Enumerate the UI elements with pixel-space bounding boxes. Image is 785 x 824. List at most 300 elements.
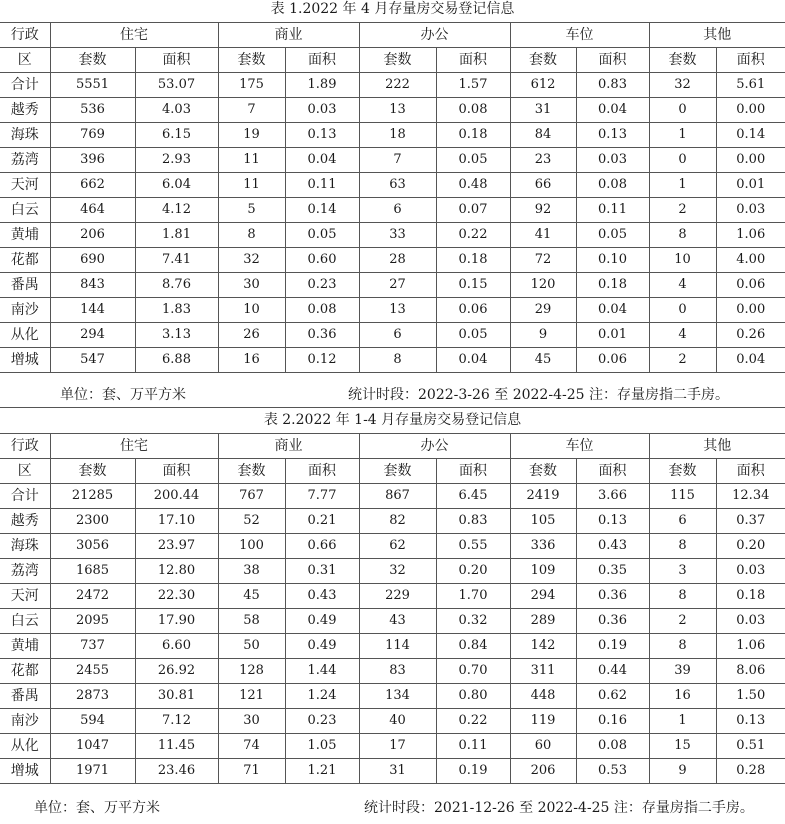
count-cell: 115 xyxy=(649,484,716,509)
district-name: 从化 xyxy=(0,323,50,348)
count-cell: 10 xyxy=(218,298,285,323)
count-cell: 175 xyxy=(218,73,285,98)
count-cell: 10 xyxy=(649,248,716,273)
table-row xyxy=(0,248,785,273)
count-cell: 23 xyxy=(510,148,576,173)
table-row xyxy=(0,323,785,348)
area-cell: 0.03 xyxy=(716,198,785,223)
count-cell: 50 xyxy=(218,634,285,659)
area-cell: 0.01 xyxy=(716,173,785,198)
count-cell: 58 xyxy=(218,609,285,634)
subheader-count: 套数 xyxy=(649,459,716,484)
area-cell: 8.76 xyxy=(135,273,218,298)
area-cell: 1.05 xyxy=(285,734,359,759)
area-cell: 0.15 xyxy=(436,273,510,298)
area-cell: 0.11 xyxy=(436,734,510,759)
count-cell: 206 xyxy=(510,759,576,784)
count-cell: 18 xyxy=(359,123,436,148)
area-cell: 0.06 xyxy=(576,348,649,373)
count-cell: 1685 xyxy=(50,559,135,584)
area-cell: 0.05 xyxy=(285,223,359,248)
area-cell: 0.36 xyxy=(285,323,359,348)
subheader-area: 面积 xyxy=(285,459,359,484)
area-cell: 0.19 xyxy=(576,634,649,659)
count-cell: 448 xyxy=(510,684,576,709)
count-cell: 26 xyxy=(218,323,285,348)
group-header-office: 办公 xyxy=(359,23,510,48)
area-cell: 0.70 xyxy=(436,659,510,684)
area-cell: 0.11 xyxy=(285,173,359,198)
table-row xyxy=(0,634,785,659)
count-cell: 92 xyxy=(510,198,576,223)
area-cell: 0.06 xyxy=(436,298,510,323)
area-cell: 0.16 xyxy=(576,709,649,734)
count-cell: 767 xyxy=(218,484,285,509)
count-cell: 1 xyxy=(649,123,716,148)
area-cell: 11.45 xyxy=(135,734,218,759)
district-name: 花都 xyxy=(0,659,50,684)
subheader-count: 套数 xyxy=(510,459,576,484)
area-cell: 0.00 xyxy=(716,148,785,173)
area-cell: 0.03 xyxy=(716,609,785,634)
count-cell: 289 xyxy=(510,609,576,634)
district-name: 黄埔 xyxy=(0,634,50,659)
count-cell: 84 xyxy=(510,123,576,148)
area-cell: 0.03 xyxy=(576,148,649,173)
area-cell: 0.05 xyxy=(436,148,510,173)
area-cell: 0.49 xyxy=(285,609,359,634)
area-cell: 17.90 xyxy=(135,609,218,634)
district-name: 天河 xyxy=(0,173,50,198)
area-cell: 1.06 xyxy=(716,634,785,659)
area-cell: 0.66 xyxy=(285,534,359,559)
area-cell: 0.08 xyxy=(576,734,649,759)
area-cell: 0.36 xyxy=(576,609,649,634)
table-row xyxy=(0,559,785,584)
area-cell: 0.13 xyxy=(716,709,785,734)
count-cell: 3056 xyxy=(50,534,135,559)
area-cell: 0.13 xyxy=(576,123,649,148)
count-cell: 1047 xyxy=(50,734,135,759)
count-cell: 29 xyxy=(510,298,576,323)
count-cell: 114 xyxy=(359,634,436,659)
count-cell: 134 xyxy=(359,684,436,709)
area-cell: 0.08 xyxy=(285,298,359,323)
area-cell: 5.61 xyxy=(716,73,785,98)
district-name: 越秀 xyxy=(0,98,50,123)
group-header-commercial: 商业 xyxy=(218,434,359,459)
area-cell: 3.13 xyxy=(135,323,218,348)
group-header-commercial: 商业 xyxy=(218,23,359,48)
area-cell: 0.48 xyxy=(436,173,510,198)
area-cell: 1.44 xyxy=(285,659,359,684)
district-name: 番禺 xyxy=(0,273,50,298)
count-cell: 294 xyxy=(510,584,576,609)
count-cell: 30 xyxy=(218,709,285,734)
area-cell: 0.36 xyxy=(576,584,649,609)
area-cell: 22.30 xyxy=(135,584,218,609)
area-cell: 6.88 xyxy=(135,348,218,373)
area-cell: 6.60 xyxy=(135,634,218,659)
count-cell: 43 xyxy=(359,609,436,634)
count-cell: 0 xyxy=(649,98,716,123)
area-cell: 0.55 xyxy=(436,534,510,559)
subheader-count: 套数 xyxy=(649,48,716,73)
count-cell: 0 xyxy=(649,298,716,323)
table-row xyxy=(0,148,785,173)
table-row xyxy=(0,659,785,684)
area-cell: 0.14 xyxy=(285,198,359,223)
table-row xyxy=(0,734,785,759)
count-cell: 206 xyxy=(50,223,135,248)
count-cell: 867 xyxy=(359,484,436,509)
count-cell: 4 xyxy=(649,323,716,348)
count-cell: 52 xyxy=(218,509,285,534)
count-cell: 5 xyxy=(218,198,285,223)
count-cell: 45 xyxy=(218,584,285,609)
count-cell: 32 xyxy=(649,73,716,98)
count-cell: 142 xyxy=(510,634,576,659)
count-cell: 396 xyxy=(50,148,135,173)
district-header-bottom: 区 xyxy=(0,48,50,73)
group-header-other: 其他 xyxy=(649,23,785,48)
area-cell: 0.04 xyxy=(576,298,649,323)
group-header-residential: 住宅 xyxy=(50,434,218,459)
area-cell: 53.07 xyxy=(135,73,218,98)
area-cell: 0.60 xyxy=(285,248,359,273)
area-cell: 0.11 xyxy=(576,198,649,223)
table-row xyxy=(0,98,785,123)
area-cell: 0.18 xyxy=(716,584,785,609)
count-cell: 311 xyxy=(510,659,576,684)
subheader-area: 面积 xyxy=(135,48,218,73)
group-header-parking: 车位 xyxy=(510,23,649,48)
count-cell: 1 xyxy=(649,173,716,198)
area-cell: 2.93 xyxy=(135,148,218,173)
area-cell: 12.34 xyxy=(716,484,785,509)
area-cell: 30.81 xyxy=(135,684,218,709)
count-cell: 8 xyxy=(649,584,716,609)
area-cell: 0.22 xyxy=(436,709,510,734)
area-cell: 0.35 xyxy=(576,559,649,584)
area-cell: 0.12 xyxy=(285,348,359,373)
district-name: 增城 xyxy=(0,759,50,784)
subheader-count: 套数 xyxy=(50,48,135,73)
area-cell: 0.49 xyxy=(285,634,359,659)
subheader-count: 套数 xyxy=(218,459,285,484)
district-header-top: 行政 xyxy=(0,434,50,459)
count-cell: 63 xyxy=(359,173,436,198)
area-cell: 0.37 xyxy=(716,509,785,534)
area-cell: 4.00 xyxy=(716,248,785,273)
count-cell: 1 xyxy=(649,709,716,734)
count-cell: 8 xyxy=(649,534,716,559)
count-cell: 7 xyxy=(218,98,285,123)
count-cell: 32 xyxy=(359,559,436,584)
count-cell: 594 xyxy=(50,709,135,734)
count-cell: 9 xyxy=(649,759,716,784)
district-name: 从化 xyxy=(0,734,50,759)
count-cell: 27 xyxy=(359,273,436,298)
count-cell: 31 xyxy=(510,98,576,123)
count-cell: 222 xyxy=(359,73,436,98)
count-cell: 2472 xyxy=(50,584,135,609)
count-cell: 71 xyxy=(218,759,285,784)
district-name: 增城 xyxy=(0,348,50,373)
area-cell: 0.04 xyxy=(285,148,359,173)
count-cell: 294 xyxy=(50,323,135,348)
table2-title: 表 2.2022 年 1-4 月存量房交易登记信息 xyxy=(263,412,522,428)
subheader-area: 面积 xyxy=(436,459,510,484)
area-cell: 0.18 xyxy=(436,123,510,148)
area-cell: 0.08 xyxy=(576,173,649,198)
area-cell: 0.80 xyxy=(436,684,510,709)
area-cell: 12.80 xyxy=(135,559,218,584)
count-cell: 32 xyxy=(218,248,285,273)
area-cell: 0.06 xyxy=(716,273,785,298)
area-cell: 0.83 xyxy=(576,73,649,98)
area-cell: 1.50 xyxy=(716,684,785,709)
district-name: 番禺 xyxy=(0,684,50,709)
count-cell: 82 xyxy=(359,509,436,534)
subheader-count: 套数 xyxy=(359,48,436,73)
count-cell: 6 xyxy=(359,323,436,348)
count-cell: 662 xyxy=(50,173,135,198)
area-cell: 0.43 xyxy=(576,534,649,559)
count-cell: 41 xyxy=(510,223,576,248)
area-cell: 4.12 xyxy=(135,198,218,223)
count-cell: 109 xyxy=(510,559,576,584)
count-cell: 5551 xyxy=(50,73,135,98)
area-cell: 0.23 xyxy=(285,709,359,734)
count-cell: 0 xyxy=(649,148,716,173)
area-cell: 0.20 xyxy=(436,559,510,584)
area-cell: 0.18 xyxy=(436,248,510,273)
count-cell: 28 xyxy=(359,248,436,273)
count-cell: 40 xyxy=(359,709,436,734)
count-cell: 74 xyxy=(218,734,285,759)
subheader-count: 套数 xyxy=(50,459,135,484)
area-cell: 0.19 xyxy=(436,759,510,784)
table-row xyxy=(0,223,785,248)
subheader-area: 面积 xyxy=(716,48,785,73)
subheader-count: 套数 xyxy=(218,48,285,73)
subheader-area: 面积 xyxy=(716,459,785,484)
group-header-parking: 车位 xyxy=(510,434,649,459)
table-row xyxy=(0,509,785,534)
count-cell: 1971 xyxy=(50,759,135,784)
count-cell: 2095 xyxy=(50,609,135,634)
area-cell: 0.14 xyxy=(716,123,785,148)
area-cell: 1.06 xyxy=(716,223,785,248)
area-cell: 4.03 xyxy=(135,98,218,123)
area-cell: 0.13 xyxy=(285,123,359,148)
table-row xyxy=(0,759,785,784)
area-cell: 0.10 xyxy=(576,248,649,273)
area-cell: 0.26 xyxy=(716,323,785,348)
count-cell: 8 xyxy=(649,223,716,248)
subheader-area: 面积 xyxy=(135,459,218,484)
district-name: 南沙 xyxy=(0,709,50,734)
count-cell: 2 xyxy=(649,609,716,634)
district-name: 白云 xyxy=(0,609,50,634)
table2-unit-note: 单位：套、万平方米 xyxy=(34,800,160,816)
district-name: 合计 xyxy=(0,73,50,98)
area-cell: 1.57 xyxy=(436,73,510,98)
count-cell: 2419 xyxy=(510,484,576,509)
area-cell: 0.83 xyxy=(436,509,510,534)
count-cell: 72 xyxy=(510,248,576,273)
table-row xyxy=(0,198,785,223)
district-name: 荔湾 xyxy=(0,559,50,584)
total-row xyxy=(0,484,785,509)
count-cell: 3 xyxy=(649,559,716,584)
area-cell: 1.81 xyxy=(135,223,218,248)
area-cell: 0.21 xyxy=(285,509,359,534)
group-header-office: 办公 xyxy=(359,434,510,459)
area-cell: 0.44 xyxy=(576,659,649,684)
count-cell: 11 xyxy=(218,173,285,198)
table-row xyxy=(0,173,785,198)
area-cell: 0.00 xyxy=(716,298,785,323)
area-cell: 6.15 xyxy=(135,123,218,148)
count-cell: 16 xyxy=(218,348,285,373)
area-cell: 0.18 xyxy=(576,273,649,298)
district-name: 南沙 xyxy=(0,298,50,323)
table2-period-note: 统计时段：2021-12-26 至 2022-4-25 注：存量房指二手房。 xyxy=(364,800,754,816)
count-cell: 2300 xyxy=(50,509,135,534)
count-cell: 8 xyxy=(218,223,285,248)
area-cell: 0.22 xyxy=(436,223,510,248)
table1-period-note: 统计时段：2022-3-26 至 2022-4-25 注：存量房指二手房。 xyxy=(348,387,729,403)
area-cell: 3.66 xyxy=(576,484,649,509)
count-cell: 100 xyxy=(218,534,285,559)
area-cell: 0.31 xyxy=(285,559,359,584)
count-cell: 612 xyxy=(510,73,576,98)
count-cell: 229 xyxy=(359,584,436,609)
count-cell: 6 xyxy=(649,509,716,534)
area-cell: 1.70 xyxy=(436,584,510,609)
area-cell: 0.13 xyxy=(576,509,649,534)
area-cell: 0.08 xyxy=(436,98,510,123)
count-cell: 45 xyxy=(510,348,576,373)
count-cell: 105 xyxy=(510,509,576,534)
count-cell: 2455 xyxy=(50,659,135,684)
area-cell: 6.45 xyxy=(436,484,510,509)
count-cell: 30 xyxy=(218,273,285,298)
count-cell: 19 xyxy=(218,123,285,148)
count-cell: 7 xyxy=(359,148,436,173)
table-row xyxy=(0,609,785,634)
area-cell: 0.01 xyxy=(576,323,649,348)
count-cell: 13 xyxy=(359,98,436,123)
area-cell: 23.46 xyxy=(135,759,218,784)
district-name: 海珠 xyxy=(0,123,50,148)
area-cell: 7.41 xyxy=(135,248,218,273)
count-cell: 690 xyxy=(50,248,135,273)
count-cell: 2873 xyxy=(50,684,135,709)
count-cell: 737 xyxy=(50,634,135,659)
subheader-area: 面积 xyxy=(576,459,649,484)
count-cell: 536 xyxy=(50,98,135,123)
count-cell: 83 xyxy=(359,659,436,684)
area-cell: 7.77 xyxy=(285,484,359,509)
area-cell: 0.28 xyxy=(716,759,785,784)
count-cell: 8 xyxy=(649,634,716,659)
area-cell: 6.04 xyxy=(135,173,218,198)
count-cell: 464 xyxy=(50,198,135,223)
area-cell: 26.92 xyxy=(135,659,218,684)
count-cell: 6 xyxy=(359,198,436,223)
district-header-top: 行政 xyxy=(0,23,50,48)
count-cell: 4 xyxy=(649,273,716,298)
area-cell: 1.89 xyxy=(285,73,359,98)
count-cell: 336 xyxy=(510,534,576,559)
subheader-count: 套数 xyxy=(359,459,436,484)
count-cell: 11 xyxy=(218,148,285,173)
count-cell: 15 xyxy=(649,734,716,759)
table1 xyxy=(0,22,785,373)
district-name: 合计 xyxy=(0,484,50,509)
count-cell: 8 xyxy=(359,348,436,373)
area-cell: 8.06 xyxy=(716,659,785,684)
area-cell: 0.51 xyxy=(716,734,785,759)
area-cell: 0.04 xyxy=(436,348,510,373)
subheader-area: 面积 xyxy=(576,48,649,73)
area-cell: 7.12 xyxy=(135,709,218,734)
count-cell: 843 xyxy=(50,273,135,298)
area-cell: 0.07 xyxy=(436,198,510,223)
area-cell: 0.23 xyxy=(285,273,359,298)
count-cell: 121 xyxy=(218,684,285,709)
count-cell: 33 xyxy=(359,223,436,248)
table1-bottom-rule xyxy=(0,407,785,408)
area-cell: 1.83 xyxy=(135,298,218,323)
count-cell: 120 xyxy=(510,273,576,298)
table2 xyxy=(0,433,785,784)
count-cell: 13 xyxy=(359,298,436,323)
area-cell: 0.04 xyxy=(716,348,785,373)
count-cell: 62 xyxy=(359,534,436,559)
table1-unit-note: 单位：套、万平方米 xyxy=(60,387,186,403)
subheader-area: 面积 xyxy=(436,48,510,73)
count-cell: 144 xyxy=(50,298,135,323)
district-name: 白云 xyxy=(0,198,50,223)
area-cell: 17.10 xyxy=(135,509,218,534)
count-cell: 21285 xyxy=(50,484,135,509)
count-cell: 2 xyxy=(649,348,716,373)
table-row xyxy=(0,709,785,734)
group-header-other: 其他 xyxy=(649,434,785,459)
table-row xyxy=(0,534,785,559)
area-cell: 0.32 xyxy=(436,609,510,634)
district-name: 黄埔 xyxy=(0,223,50,248)
subheader-count: 套数 xyxy=(510,48,576,73)
table-row xyxy=(0,298,785,323)
area-cell: 0.43 xyxy=(285,584,359,609)
table-row xyxy=(0,123,785,148)
count-cell: 38 xyxy=(218,559,285,584)
table-row xyxy=(0,273,785,298)
area-cell: 1.21 xyxy=(285,759,359,784)
table1-title: 表 1.2022 年 4 月存量房交易登记信息 xyxy=(270,1,515,17)
count-cell: 547 xyxy=(50,348,135,373)
count-cell: 128 xyxy=(218,659,285,684)
district-name: 海珠 xyxy=(0,534,50,559)
count-cell: 17 xyxy=(359,734,436,759)
area-cell: 0.53 xyxy=(576,759,649,784)
area-cell: 0.05 xyxy=(436,323,510,348)
